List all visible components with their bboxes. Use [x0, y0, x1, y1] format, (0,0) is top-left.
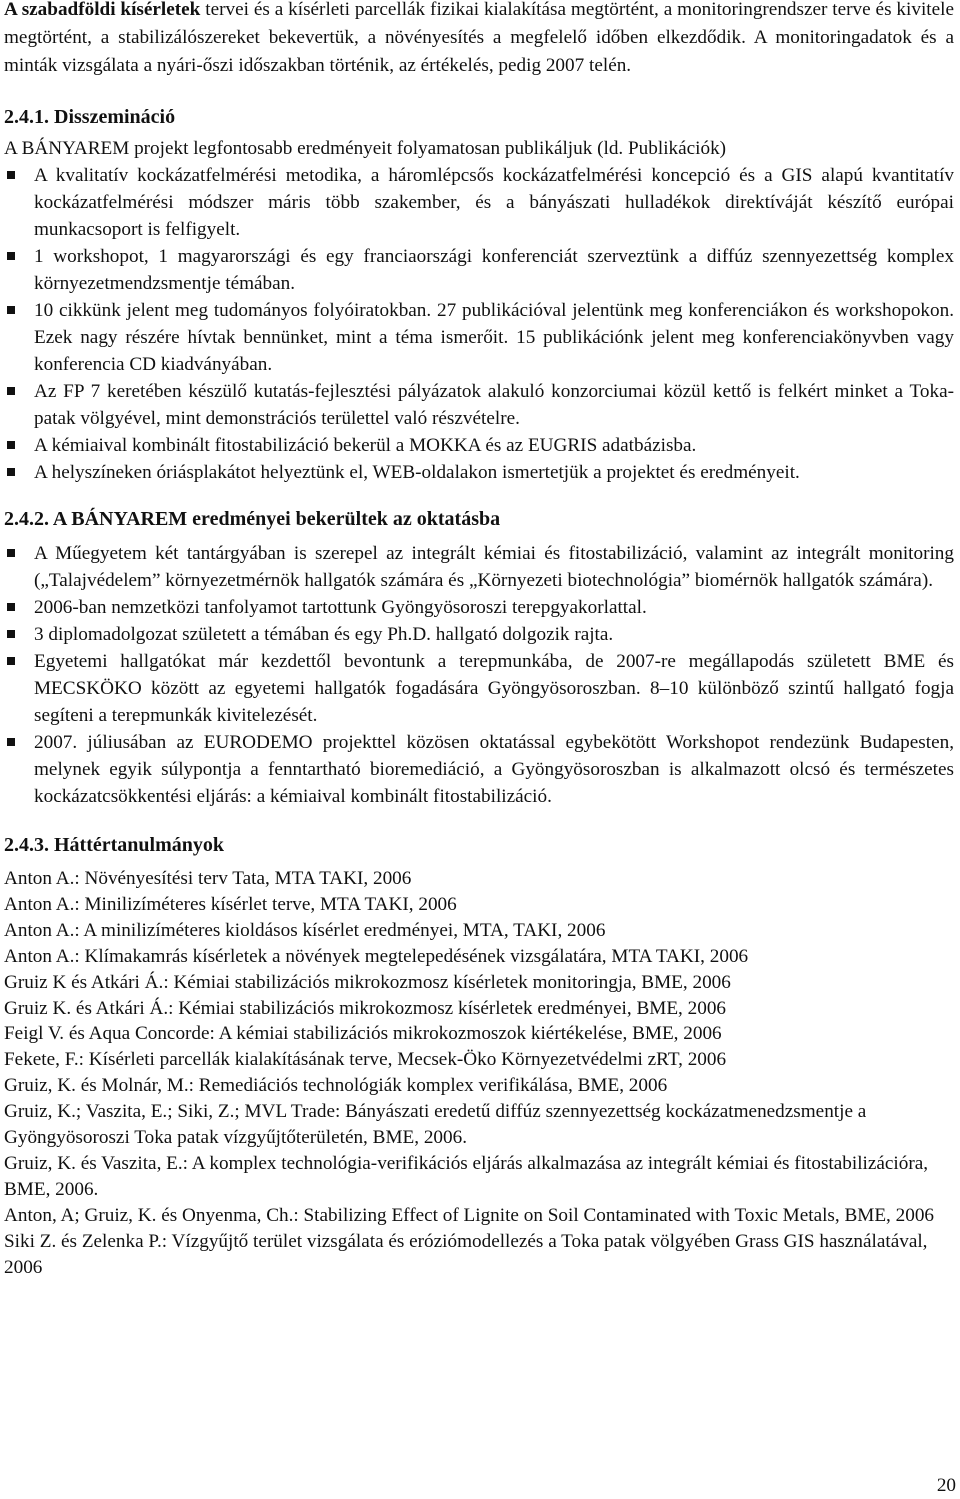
intro-text: tervei és a kísérleti parcellák fizikai kialakítása megtörtént, a monitoringrendszer terve és kivitele megtörtént, a stabilizálószereket bekevertük, a növényesítés a megfelelő időben elkezdődik. A monitoringadatok és a minták vizsgálata a nyári-őszi időszakban történik, az értékelés, pedig 2007 telén.: [4, 0, 954, 76]
bullet-square-icon: [7, 252, 15, 260]
background-studies-list: [4, 866, 954, 1281]
list-item: 2007. júliusában az EURODEMO projekttel közösen oktatással egybekötött Workshopot rendezünk Budapesten, melynek egyik súlypontja a fenntartható bioremediáció, a Gyöngyösoroszban is alkalmazott olcsó és természetes kockázatcsökkentési eljárás: a kémiaival kombinált fitostabilizáció.: [4, 729, 954, 810]
page-number: 20: [936, 1475, 956, 1496]
bullet-square-icon: [7, 630, 15, 638]
document-page: [4, 0, 954, 1281]
section-heading-2-4-3: 2.4.3. Háttértanulmányok: [4, 834, 224, 856]
reference-item: Anton A.: Növényesítési terv Tata, MTA TAKI, 2006: [4, 868, 412, 889]
bullet-square-icon: [7, 657, 15, 665]
reference-item: Anton, A; Gruiz, K. és Onyenma, Ch.: Stabilizing Effect of Lignite on Soil Contaminated with Toxic Metals, BME, 2006: [4, 1204, 935, 1226]
bullet-square-icon: [7, 549, 15, 557]
section-heading-2-4-1: 2.4.1. Disszemináció: [4, 106, 176, 128]
list-item: A kémiaival kombinált fitostabilizáció bekerül a MOKKA és az EUGRIS adatbázisba.: [4, 432, 954, 459]
bullet-square-icon: [7, 306, 15, 314]
list-item: Az FP 7 keretében készülő kutatás-fejlesztési pályázatok alakuló konzorciumai közül kettő is felkért minket a Toka-patak völgyével, mint demonstrációs területtel való részvételre.: [4, 378, 954, 432]
reference-item: Gruiz, K. és Molnár, M.: Remediációs technológiák komplex verifikálása, BME, 2006: [4, 1075, 668, 1097]
list-item: 3 diplomadolgozat született a témában és egy Ph.D. hallgató dolgozik rajta.: [4, 621, 954, 648]
section-heading-2-4-2: 2.4.2. A BÁNYAREM eredményei bekerültek az oktatásba: [4, 508, 501, 530]
reference-item: Gruiz, K.; Vaszita, E.; Siki, Z.; MVL Trade: Bányászati eredetű diffúz szennyezettség kockázatmenedzsmentje a Gyöngyösoroszi Toka patak vízgyűjtőterületén, BME, 2006.: [4, 1101, 867, 1149]
bullet-square-icon: [7, 441, 15, 449]
bullet-square-icon: [7, 738, 15, 746]
bullet-square-icon: [7, 603, 15, 611]
bullet-square-icon: [7, 171, 15, 179]
reference-item: Anton A.: A minilizíméteres kioldásos kísérlet eredményei, MTA, TAKI, 2006: [4, 919, 606, 941]
reference-item: Fekete, F.: Kísérleti parcellák kialakításának terve, Mecsek-Öko Környezetvédelmi zRT, 2006: [4, 1049, 727, 1071]
reference-item: Siki Z. és Zelenka P.: Vízgyűjtő terület vizsgálata és eróziómodellezés a Toka patak völgyében Grass GIS használatával, 2006: [4, 1230, 928, 1278]
list-item: Egyetemi hallgatókat már kezdettől bevontunk a terepmunkába, de 2007-re megállapodás született BME és MECSKÖKO között az egyetemi hallgatók fogadására Gyöngyösoroszban. 8–10 különböző szintű hallgató fogja segíteni a terepmunkák kivitelezését.: [4, 648, 954, 729]
intro-bold-lead: A szabadföldi kísérletek: [4, 0, 201, 20]
reference-item: Anton A.: Minilizíméteres kísérlet terve, MTA TAKI, 2006: [4, 893, 457, 915]
reference-item: Feigl V. és Aqua Concorde: A kémiai stabilizációs mikrokozmoszok kiértékelése, BME, 2006: [4, 1023, 722, 1045]
dissemination-lead: A BÁNYAREM projekt legfontosabb eredményeit folyamatosan publikáljuk (ld. Publikációk): [4, 138, 727, 159]
bullet-square-icon: [7, 387, 15, 395]
list-item: A helyszíneken óriásplakátot helyeztünk el, WEB-oldalakon ismertetjük a projektet és eredményeit.: [4, 459, 954, 486]
list-item: 10 cikkünk jelent meg tudományos folyóiratokban. 27 publikációval jelentünk meg konferenciákon és workshopokon. Ezek nagy részére hívtak bennünket, mint a téma ismerőit. 15 publikációnk jelent meg konferenciakönyvben vagy konferencia CD kiadványában.: [4, 297, 954, 378]
reference-item: Gruiz K. és Atkári Á.: Kémiai stabilizációs mikrokozmosz kísérletek eredményei, BME, 2006: [4, 997, 727, 1019]
intro-paragraph: [4, 0, 954, 80]
bullet-square-icon: [7, 468, 15, 476]
education-list: [4, 540, 954, 810]
list-item: A kvalitatív kockázatfelmérési metodika, a háromlépcsős kockázatfelmérési koncepció és a GIS alapú kvantitatív kockázatfelmérési módszer máris több szakember, és a bányászati hulladékok direktíváját készítő európai munkacsoport is felfigyelt.: [4, 162, 954, 243]
reference-item: Anton A.: Klímakamrás kísérletek a növények megtelepedésének vizsgálatára, MTA TAKI, 2006: [4, 945, 749, 967]
list-item: 1 workshopot, 1 magyarországi és egy franciaországi konferenciát szerveztünk a diffúz szennyezettség komplex környezetmendzsmentje témában.: [4, 243, 954, 297]
list-item: 2006-ban nemzetközi tanfolyamot tartottunk Gyöngyösoroszi terepgyakorlattal.: [4, 594, 954, 621]
list-item: A Műegyetem két tantárgyában is szerepel az integrált kémiai és fitostabilizáció, valamint az integrált monitoring („Talajvédelem” környezetmérnök hallgatók számára és „Környezeti biotechnológia” biomérnök hallgatók számára).: [4, 540, 954, 594]
reference-item: Gruiz K és Atkári Á.: Kémiai stabilizációs mikrokozmosz kísérletek monitoringja, BME, 2006: [4, 971, 731, 993]
reference-item: Gruiz, K. és Vaszita, E.: A komplex technológia-verifikációs eljárás alkalmazása az integrált kémiai és fitostabilizációra, BME, 2006.: [4, 1152, 929, 1200]
dissemination-list: [4, 162, 954, 486]
